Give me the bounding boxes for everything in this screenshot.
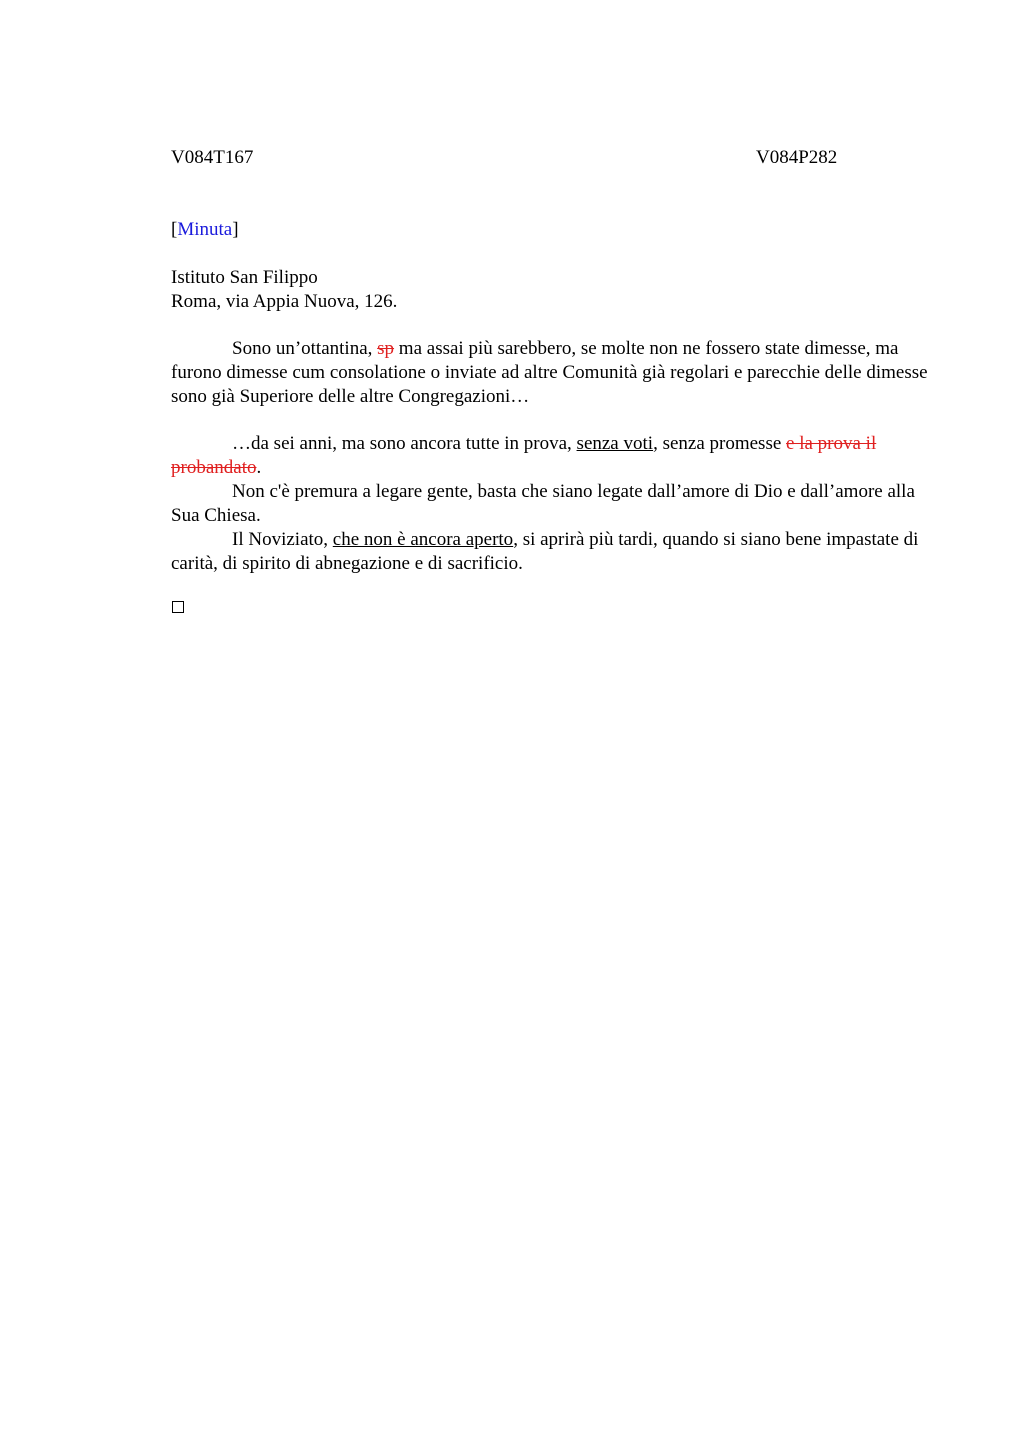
paragraph-2-text-middle: , senza promesse [653,433,787,454]
checkbox-square-icon [172,601,184,613]
paragraph-1-deletion: sp [377,338,395,359]
paragraph-1 [171,337,931,409]
paragraph-2 [171,432,931,480]
document-code-right: V084P282 [756,147,838,168]
paragraph-4-underlined: che non è ancora aperto [332,529,514,550]
paragraph-1-text-before: Sono un’ottantina, [232,338,378,359]
paragraph-4 [171,528,931,576]
open-bracket: [ [171,219,178,240]
address-line-1: Istituto San Filippo [171,267,318,288]
paragraph-1-text-after: ma assai più sarebbero, se molte non ne fossero state dimesse, ma furono dimesse cum consolatione o inviate ad altre Comunità già regolari e parecchie delle dimesse sono già Superiore delle altre Congregazioni… [171,338,928,407]
close-bracket: ] [232,219,239,240]
paragraph-2-text-before: …da sei anni, ma sono ancora tutte in prova, [232,433,577,454]
paragraph-group [171,432,931,576]
minuta-label [171,218,931,242]
address-block [171,266,931,314]
paragraph-2-deletion: e la prova il probandato [171,433,877,478]
paragraph-3: Non c'è premura a legare gente, basta che siano legate dall’amore di Dio e dall’amore alla Sua Chiesa. [171,481,915,526]
address-line-2: Roma, via Appia Nuova, 126. [171,291,398,312]
paragraph-4-text-after: , si aprirà più tardi, quando si siano bene impastate di carità, di spirito di abnegazione e di sacrificio. [171,529,919,574]
minuta-text: Minuta [177,219,233,240]
document-code-left: V084T167 [171,147,254,168]
paragraph-2-underlined: senza voti [576,433,654,454]
paragraph-4-text-before: Il Noviziato, [232,529,333,550]
paragraph-2-text-after: . [256,457,262,478]
